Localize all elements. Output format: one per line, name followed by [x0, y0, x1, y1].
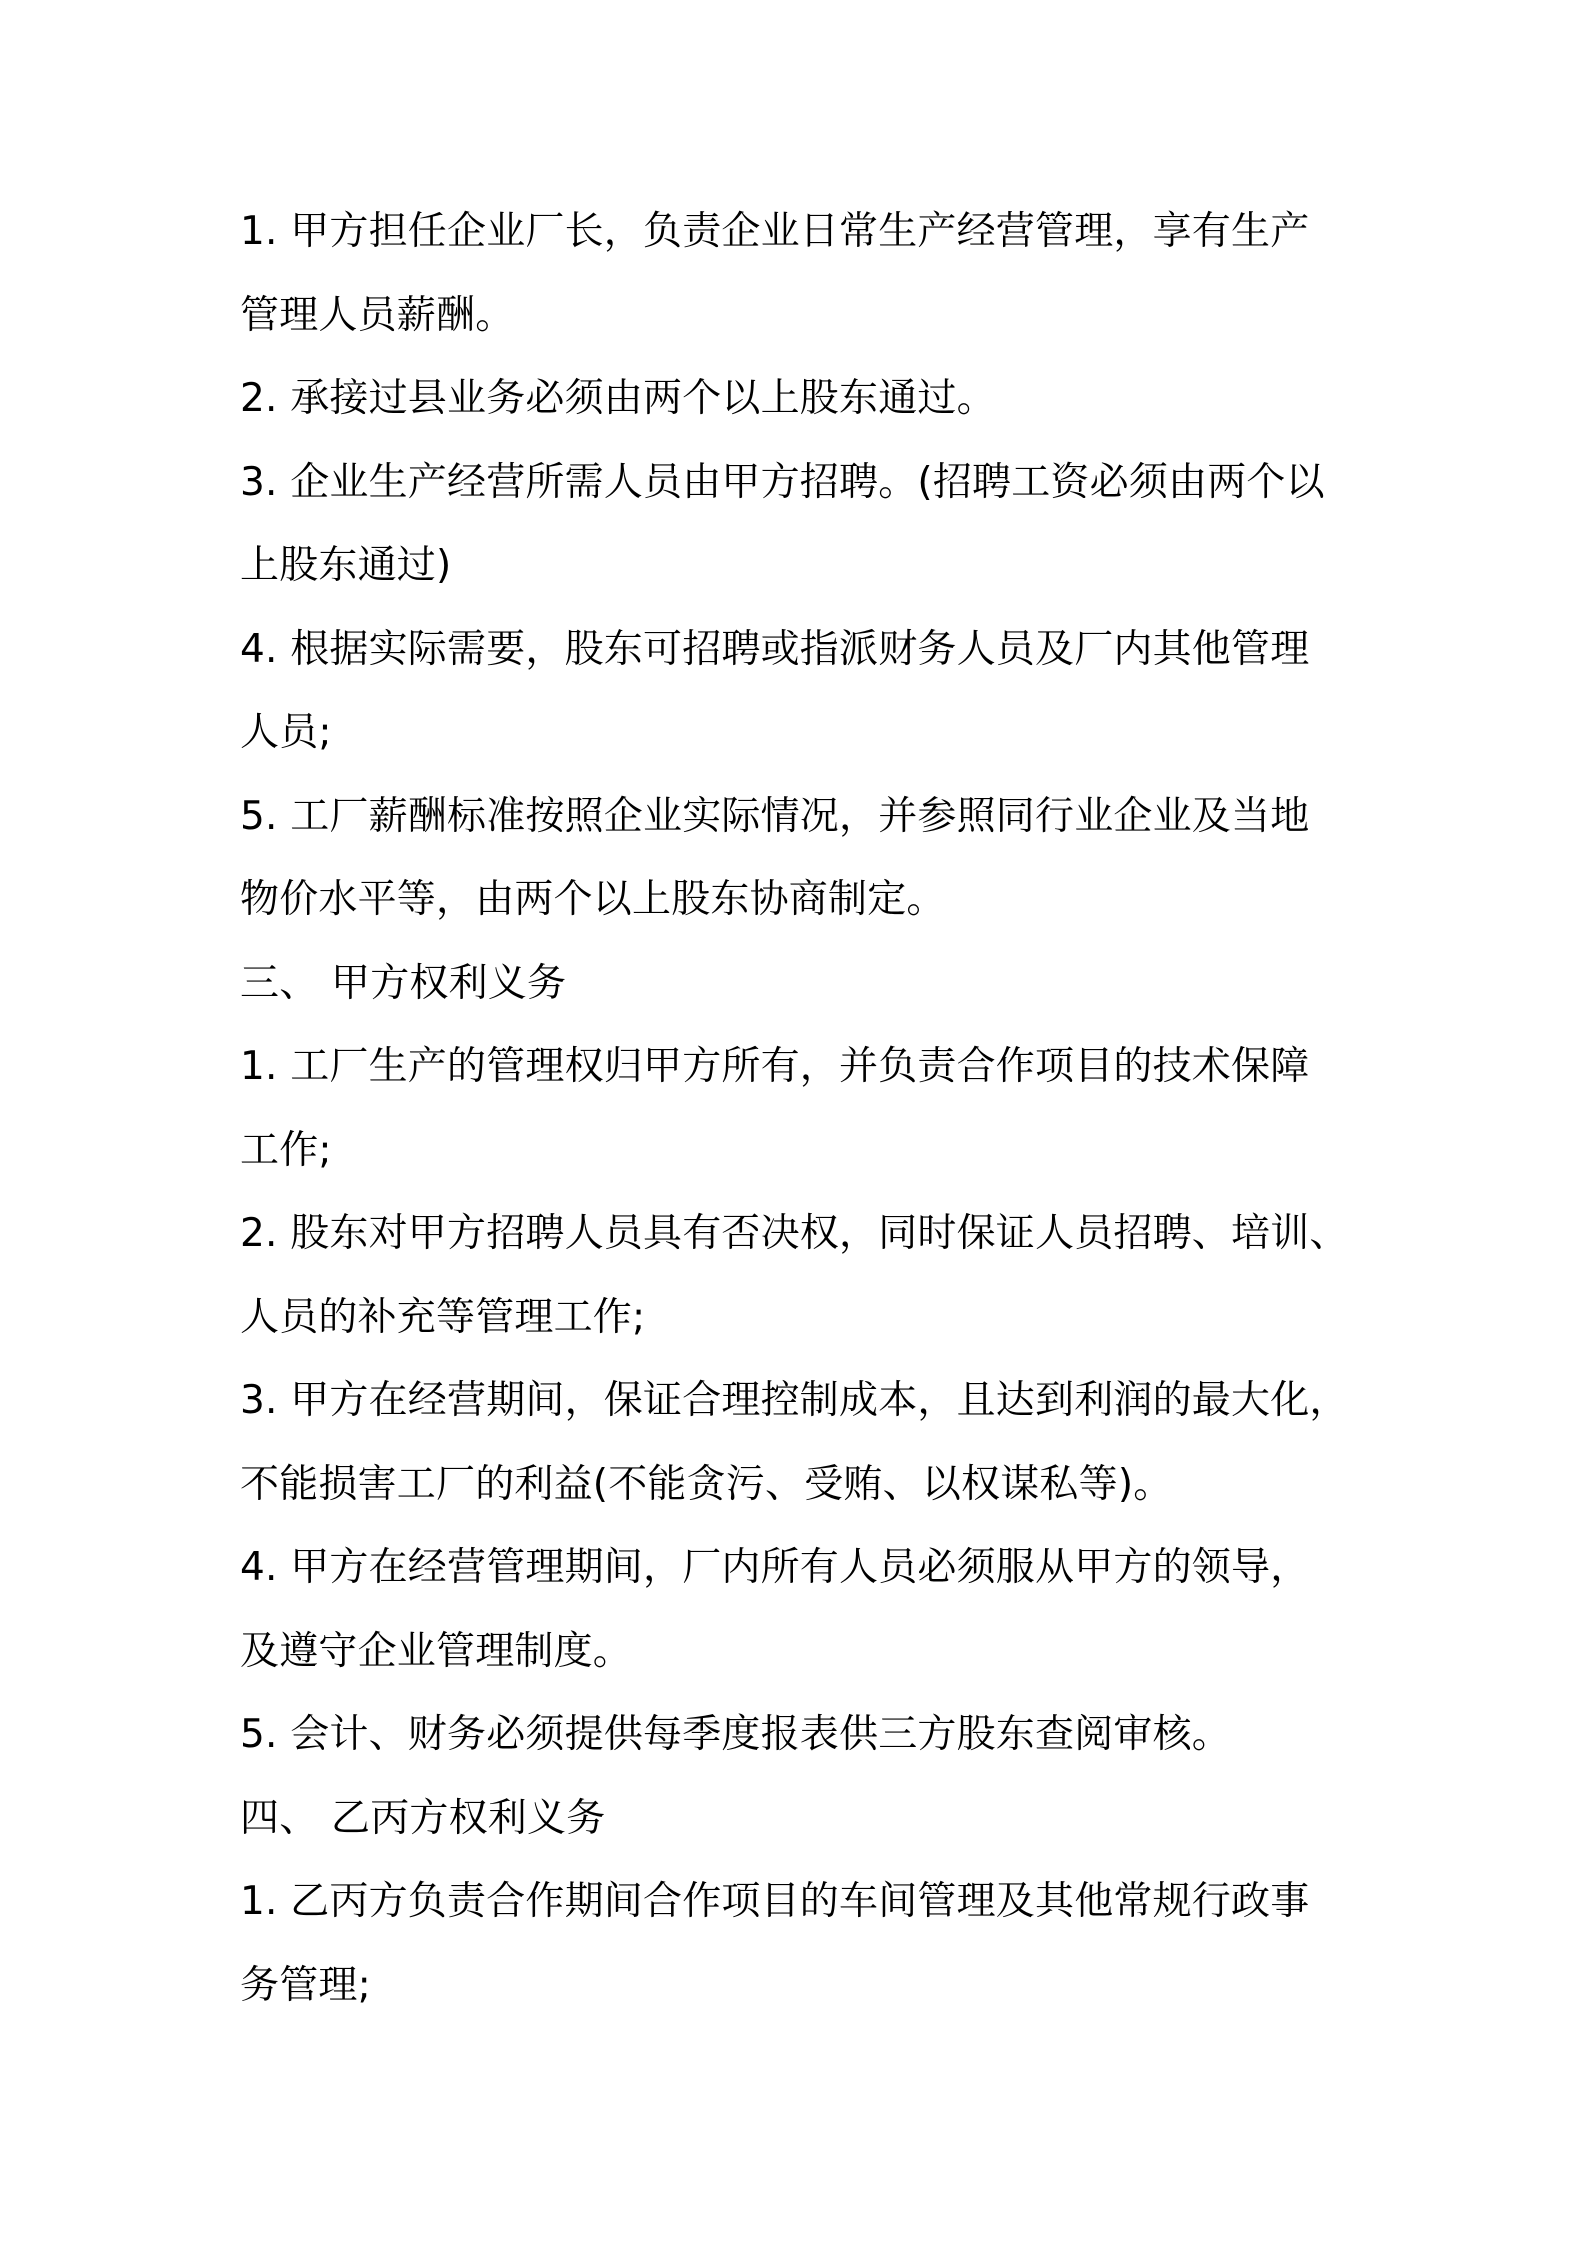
section-heading: 三、 甲方权利义务: [240, 960, 567, 1006]
text-line: 不能损害工厂的利益(不能贪污、受贿、以权谋私等)。: [240, 1461, 1173, 1507]
text-line: 物价水平等，由两个以上股东协商制定。: [240, 877, 946, 922]
text-line: 及遵守企业管理制度。: [240, 1628, 633, 1674]
text-line: 上股东通过): [240, 543, 452, 588]
text-line: 务管理;: [240, 1962, 371, 2008]
text-line: 4. 甲方在经营管理期间，厂内所有人员必须服从甲方的领导，: [240, 1545, 1310, 1590]
text-line: 5. 会计、财务必须提供每季度报表供三方股东查阅审核。: [240, 1712, 1232, 1757]
text-line: 1. 甲方担任企业厂长，负责企业日常生产经营管理，享有生产: [240, 209, 1310, 254]
text-line: 管理人员薪酬。: [240, 292, 515, 338]
text-line: 3. 甲方在经营期间，保证合理控制成本，且达到利润的最大化，: [240, 1378, 1349, 1423]
text-line: 1. 乙丙方负责合作期间合作项目的车间管理及其他常规行政事: [240, 1879, 1310, 1924]
section-heading: 四、 乙丙方权利义务: [240, 1795, 606, 1841]
text-line: 1. 工厂生产的管理权归甲方所有，并负责合作项目的技术保障: [240, 1044, 1310, 1089]
text-line: 2. 承接过县业务必须由两个以上股东通过。: [240, 376, 996, 421]
text-line: 人员;: [240, 710, 332, 755]
text-line: 人员的补充等管理工作;: [240, 1294, 646, 1340]
document-body: [240, 190, 1370, 2027]
text-line: 3. 企业生产经营所需人员由甲方招聘。(招聘工资必须由两个以: [240, 459, 1325, 505]
text-line: 2. 股东对甲方招聘人员具有否决权，同时保证人员招聘、培训、: [240, 1211, 1349, 1256]
text-line: 5. 工厂薪酬标准按照企业实际情况，并参照同行业企业及当地: [240, 793, 1310, 839]
text-line: 工作;: [240, 1127, 332, 1173]
text-line: 4. 根据实际需要，股东可招聘或指派财务人员及厂内其他管理: [240, 626, 1310, 672]
